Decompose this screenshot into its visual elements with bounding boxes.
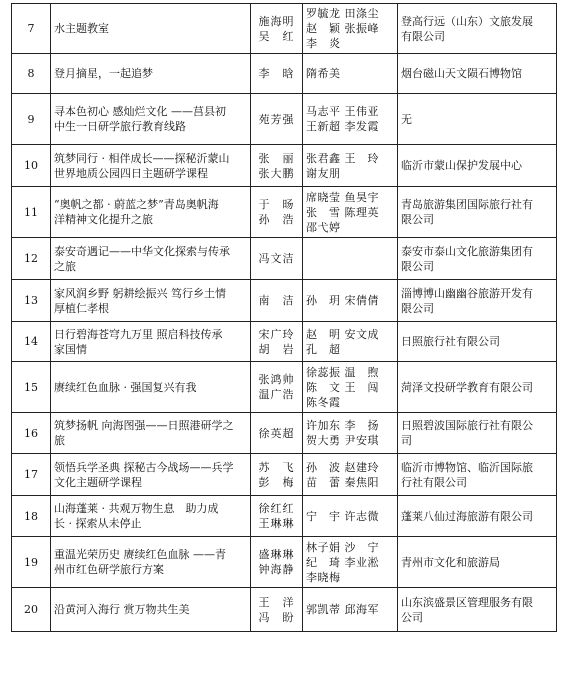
organization-name	[398, 145, 557, 187]
table-row	[12, 496, 557, 537]
organization-name-line: 有限公司	[401, 29, 445, 43]
project-title-line: 领悟兵学圣典 探秘古今战场——兵学	[54, 460, 234, 474]
table-row	[12, 588, 557, 632]
leader-names-line: 盛琳琳	[258, 548, 295, 561]
member-names-line: 徐蕊振 温 煦	[306, 365, 379, 379]
leader-names-line: 苏 飞	[258, 460, 295, 474]
project-title-line: 寻本色初心 感灿烂文化 ——莒县初	[54, 105, 226, 118]
leader-names	[251, 187, 303, 238]
member-names	[303, 4, 398, 54]
project-title	[51, 145, 251, 187]
table-row	[12, 322, 557, 362]
leader-names	[251, 537, 303, 588]
project-title-line: 筑梦扬帆 向海图强——日照港研学之	[54, 419, 234, 432]
organization-name-line: 公司	[401, 610, 423, 624]
row-number: 11	[12, 187, 51, 238]
organization-name-line: 日照旅行社有限公司	[401, 335, 500, 348]
project-title	[51, 4, 251, 54]
leader-names-line: 王琳琳	[258, 517, 295, 530]
member-names-line: 陈冬霞	[306, 395, 341, 409]
project-title-line: 筑梦同行 · 相伴成长——探秘沂蒙山	[54, 151, 230, 165]
leader-names-line: 苑芳强	[258, 112, 295, 126]
leader-names-line: 钟海静	[258, 563, 295, 576]
project-title-line: 州市红色研学旅行方案	[54, 563, 164, 576]
leader-names-line: 彭 梅	[258, 475, 295, 489]
leader-names	[251, 322, 303, 362]
row-number: 12	[12, 238, 51, 280]
member-names-line: 王新超 李发霞	[306, 120, 379, 133]
row-number: 13	[12, 280, 51, 322]
table-row	[12, 94, 557, 145]
member-names-line: 席晓莹 鱼昊宇	[306, 190, 379, 204]
organization-name	[398, 413, 557, 454]
organization-name-line: 淄博博山幽幽谷旅游开发有	[401, 286, 533, 300]
member-names	[303, 238, 398, 280]
organization-name	[398, 54, 557, 94]
organization-name-line: 临沂市蒙山保护发展中心	[401, 159, 522, 172]
leader-names-line: 李 晗	[258, 67, 295, 80]
member-names	[303, 54, 398, 94]
table-row	[12, 145, 557, 187]
member-names	[303, 145, 398, 187]
member-names	[303, 362, 398, 413]
leader-names	[251, 4, 303, 54]
member-names-line: 贺大勇 尹安琪	[306, 434, 379, 447]
project-title	[51, 238, 251, 280]
member-names-line: 隋希美	[306, 67, 341, 80]
member-names-line: 谢友朋	[306, 166, 341, 180]
member-names-line: 苗 蕾 秦焦阳	[306, 475, 379, 489]
project-title-line: 文化主题研学课程	[54, 475, 142, 489]
project-title	[51, 588, 251, 632]
leader-names	[251, 238, 303, 280]
member-names	[303, 496, 398, 537]
organization-name-line: 临沂市博物馆、临沂国际旅	[401, 460, 533, 474]
leader-names	[251, 588, 303, 632]
member-names-line: 纪 琦 李业淞	[306, 555, 379, 569]
row-number: 16	[12, 413, 51, 454]
row-number: 17	[12, 454, 51, 496]
organization-name-line: 登高行远（山东）文旅发展	[401, 14, 533, 28]
project-title-line: 赓续红色血脉 · 强国复兴有我	[54, 380, 197, 394]
project-title-line: 登月摘星，一起追梦	[54, 67, 153, 80]
leader-names-line: 吴 红	[258, 29, 295, 43]
organization-name	[398, 4, 557, 54]
table-row	[12, 454, 557, 496]
leader-names	[251, 280, 303, 322]
member-names-line: 孙 玥 宋倩倩	[306, 294, 379, 307]
leader-names-line: 王 洋	[258, 595, 295, 609]
project-title	[51, 54, 251, 94]
table-row	[12, 413, 557, 454]
member-names	[303, 322, 398, 362]
member-names-line: 孙 波 赵建玲	[306, 460, 379, 474]
leader-names-line: 温广浩	[258, 388, 295, 401]
project-title-line: 重温光荣历史 赓续红色血脉 ——青	[54, 548, 226, 561]
organization-name	[398, 496, 557, 537]
project-title-line: 泰安奇遇记——中华文化探索与传承	[54, 244, 230, 258]
organization-name-line: 司	[401, 434, 412, 447]
organization-name-line: 限公司	[401, 259, 434, 273]
row-number: 10	[12, 145, 51, 187]
project-title-line: 厚植仁孝根	[54, 301, 109, 315]
table-row	[12, 54, 557, 94]
leader-names	[251, 454, 303, 496]
project-title-line: 洋精神文化提升之旅	[54, 213, 153, 226]
project-title-line: 旅	[54, 434, 65, 447]
table-row	[12, 537, 557, 588]
member-names-line: 李 炎	[306, 37, 341, 50]
project-title-line: 家国情	[54, 342, 87, 356]
project-title-line: 中生一日研学旅行教育线路	[54, 120, 186, 133]
member-names	[303, 588, 398, 632]
member-names	[303, 537, 398, 588]
project-title-line: “奥帆之都 · 蔚蓝之梦”青岛奥帆海	[54, 198, 219, 211]
organization-name-line: 限公司	[401, 213, 434, 226]
project-title	[51, 496, 251, 537]
member-names-line: 张君鑫 王 玲	[306, 151, 379, 165]
leader-names-line: 张 丽	[258, 151, 295, 165]
organization-name-line: 山东滨盛景区管理服务有限	[401, 595, 533, 609]
leader-names	[251, 145, 303, 187]
organization-name	[398, 238, 557, 280]
member-names-line: 宁 宇 许志微	[306, 509, 379, 523]
member-names-line: 许加东 李 扬	[306, 419, 379, 432]
project-title-line: 山海蓬莱 · 共观万物生息 助力成	[54, 502, 219, 515]
project-title	[51, 413, 251, 454]
leader-names-line: 张鸿帅	[258, 373, 295, 386]
organization-name-line: 青岛旅游集团国际旅行社有	[401, 198, 533, 211]
member-names-line: 林子娟 沙 宁	[306, 540, 379, 554]
project-title	[51, 362, 251, 413]
row-number: 18	[12, 496, 51, 537]
organization-name	[398, 588, 557, 632]
organization-name-line: 蓬莱八仙过海旅游有限公司	[401, 509, 533, 523]
organization-name-line: 青州市文化和旅游局	[401, 555, 500, 569]
project-list-table	[11, 3, 557, 632]
project-title	[51, 94, 251, 145]
organization-name-line: 限公司	[401, 301, 434, 315]
leader-names-line: 冯文洁	[258, 252, 295, 265]
member-names	[303, 94, 398, 145]
project-title-line: 长 · 探索从未停止	[54, 517, 142, 530]
leader-names-line: 孙 浩	[258, 213, 295, 226]
project-title	[51, 322, 251, 362]
leader-names	[251, 362, 303, 413]
organization-name-line: 菏泽文投研学教育有限公司	[401, 380, 533, 394]
member-names	[303, 454, 398, 496]
organization-name	[398, 454, 557, 496]
leader-names	[251, 54, 303, 94]
member-names-line: 罗毓龙 田涤尘	[306, 7, 379, 20]
project-title-line: 之旅	[54, 259, 76, 273]
leader-names	[251, 94, 303, 145]
organization-name-line: 日照碧波国际旅行社有限公	[401, 419, 533, 432]
table-row	[12, 238, 557, 280]
project-title-line: 家风润乡野 躬耕绘振兴 笃行乡土情	[54, 286, 226, 300]
organization-name-line: 泰安市泰山文化旅游集团有	[401, 244, 533, 258]
organization-name	[398, 322, 557, 362]
table-row	[12, 187, 557, 238]
leader-names-line: 胡 岩	[258, 342, 295, 356]
organization-name-line: 无	[401, 112, 412, 126]
organization-name-line: 行社有限公司	[401, 475, 467, 489]
member-names-line: 赵 颖 张振峰	[306, 22, 379, 35]
row-number: 14	[12, 322, 51, 362]
table-row	[12, 4, 557, 54]
row-number: 9	[12, 94, 51, 145]
leader-names-line: 张大鹏	[258, 166, 295, 180]
member-names-line: 赵 明 安文成	[306, 327, 379, 341]
table-row	[12, 280, 557, 322]
project-title-line: 世界地质公园四日主题研学课程	[54, 166, 208, 180]
project-title	[51, 537, 251, 588]
table-body	[12, 4, 557, 632]
row-number: 20	[12, 588, 51, 632]
project-title	[51, 187, 251, 238]
member-names	[303, 413, 398, 454]
member-names-line: 邵弋婷	[306, 220, 341, 234]
member-names-line: 郭凯蒂 邱海军	[306, 603, 379, 616]
table-row	[12, 362, 557, 413]
leader-names	[251, 496, 303, 537]
member-names-line: 李晓梅	[306, 570, 341, 584]
leader-names-line: 宋广玲	[258, 327, 295, 341]
leader-names-line: 徐红红	[258, 502, 295, 515]
organization-name-line: 烟台磁山天文陨石博物馆	[401, 67, 522, 80]
leader-names-line: 施海明	[258, 14, 295, 28]
organization-name	[398, 94, 557, 145]
member-names	[303, 187, 398, 238]
member-names-line: 陈 文 王 闯	[306, 380, 379, 394]
leader-names-line: 于 旸	[258, 198, 295, 211]
member-names	[303, 280, 398, 322]
row-number: 8	[12, 54, 51, 94]
organization-name	[398, 362, 557, 413]
row-number: 7	[12, 4, 51, 54]
project-title-line: 沿黄河入海行 赏万物共生美	[54, 603, 190, 616]
row-number: 19	[12, 537, 51, 588]
leader-names	[251, 413, 303, 454]
leader-names-line: 徐英超	[258, 426, 295, 440]
project-title	[51, 454, 251, 496]
organization-name	[398, 187, 557, 238]
leader-names-line: 南 洁	[258, 294, 295, 307]
project-title	[51, 280, 251, 322]
project-title-line: 水主题教室	[54, 22, 109, 35]
member-names-line: 马志平 王伟亚	[306, 105, 379, 118]
member-names-line: 孔 超	[306, 342, 341, 356]
project-title-line: 日行碧海苍穹九万里 照启科技传承	[54, 327, 223, 341]
member-names-line: 张 雪 陈理英	[306, 205, 379, 219]
row-number: 15	[12, 362, 51, 413]
organization-name	[398, 280, 557, 322]
leader-names-line: 冯 盼	[258, 610, 295, 624]
organization-name	[398, 537, 557, 588]
